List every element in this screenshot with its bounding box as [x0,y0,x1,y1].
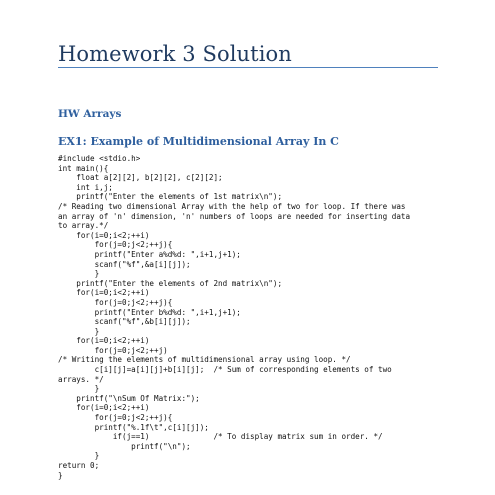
code-listing [58,154,443,480]
code-line: } [58,326,100,336]
code-line: for(i=0;i<2;++i) [58,403,150,413]
code-line: to array.*/ [58,221,109,231]
code-line: c[i][j]=a[i][j]+b[i][j]; /* Sum of corresponding elements of two [58,365,392,375]
code-line: /* Writing the elements of multidimensional array using loop. */ [58,355,351,365]
code-line: for(j=0;j<2;++j){ [58,297,173,307]
title-underline [58,67,438,68]
code-line: } [58,470,63,480]
code-line: } [58,269,100,279]
code-line: printf("\nSum Of Matrix:"); [58,393,200,403]
code-line: printf("Enter b%d%d: ",i+1,j+1); [58,307,241,317]
code-line: return 0; [58,461,100,470]
code-line: for(i=0;i<2;++i) [58,336,150,346]
code-line: float a[2][2], b[2][2], c[2][2]; [58,173,223,183]
section-heading: HW Arrays [58,108,122,120]
code-line: scanf("%f",&b[i][j]); [58,317,191,327]
code-line: an array of 'n' dimension, 'n' numbers of loops are needed for inserting data [58,211,411,221]
code-line: printf("Enter a%d%d: ",i+1,j+1); [58,249,241,259]
code-line: for(j=0;j<2;++j){ [58,413,173,423]
code-line: int main(){ [58,163,109,173]
example-heading: EX1: Example of Multidimensional Array In C [58,135,339,148]
code-line: printf("Enter the elements of 2nd matrix\n"); [58,278,283,288]
code-line: if(j==1) /* To display matrix sum in order. */ [58,432,383,442]
code-line: /* Reading two dimensional Array with the help of two for loop. If there was [58,201,406,211]
code-line: printf("\n"); [58,441,191,451]
code-line: for(i=0;i<2;++i) [58,288,150,298]
code-line: int i,j; [58,182,113,192]
code-line: printf("Enter the elements of 1st matrix\n"); [58,192,283,202]
code-line: for(j=0;j<2;++j) [58,345,168,355]
code-line: } [58,451,100,461]
code-line: arrays. */ [58,374,104,384]
code-line: for(i=0;i<2;++i) [58,230,150,240]
code-line: } [58,384,100,394]
code-line: printf("%.1f\t",c[i][j]); [58,422,209,432]
code-line: for(j=0;j<2;++j){ [58,240,173,250]
document-title: Homework 3 Solution [58,42,292,66]
code-line: scanf("%f",&a[i][j]); [58,259,191,269]
code-line: #include <stdio.h> [58,154,141,163]
